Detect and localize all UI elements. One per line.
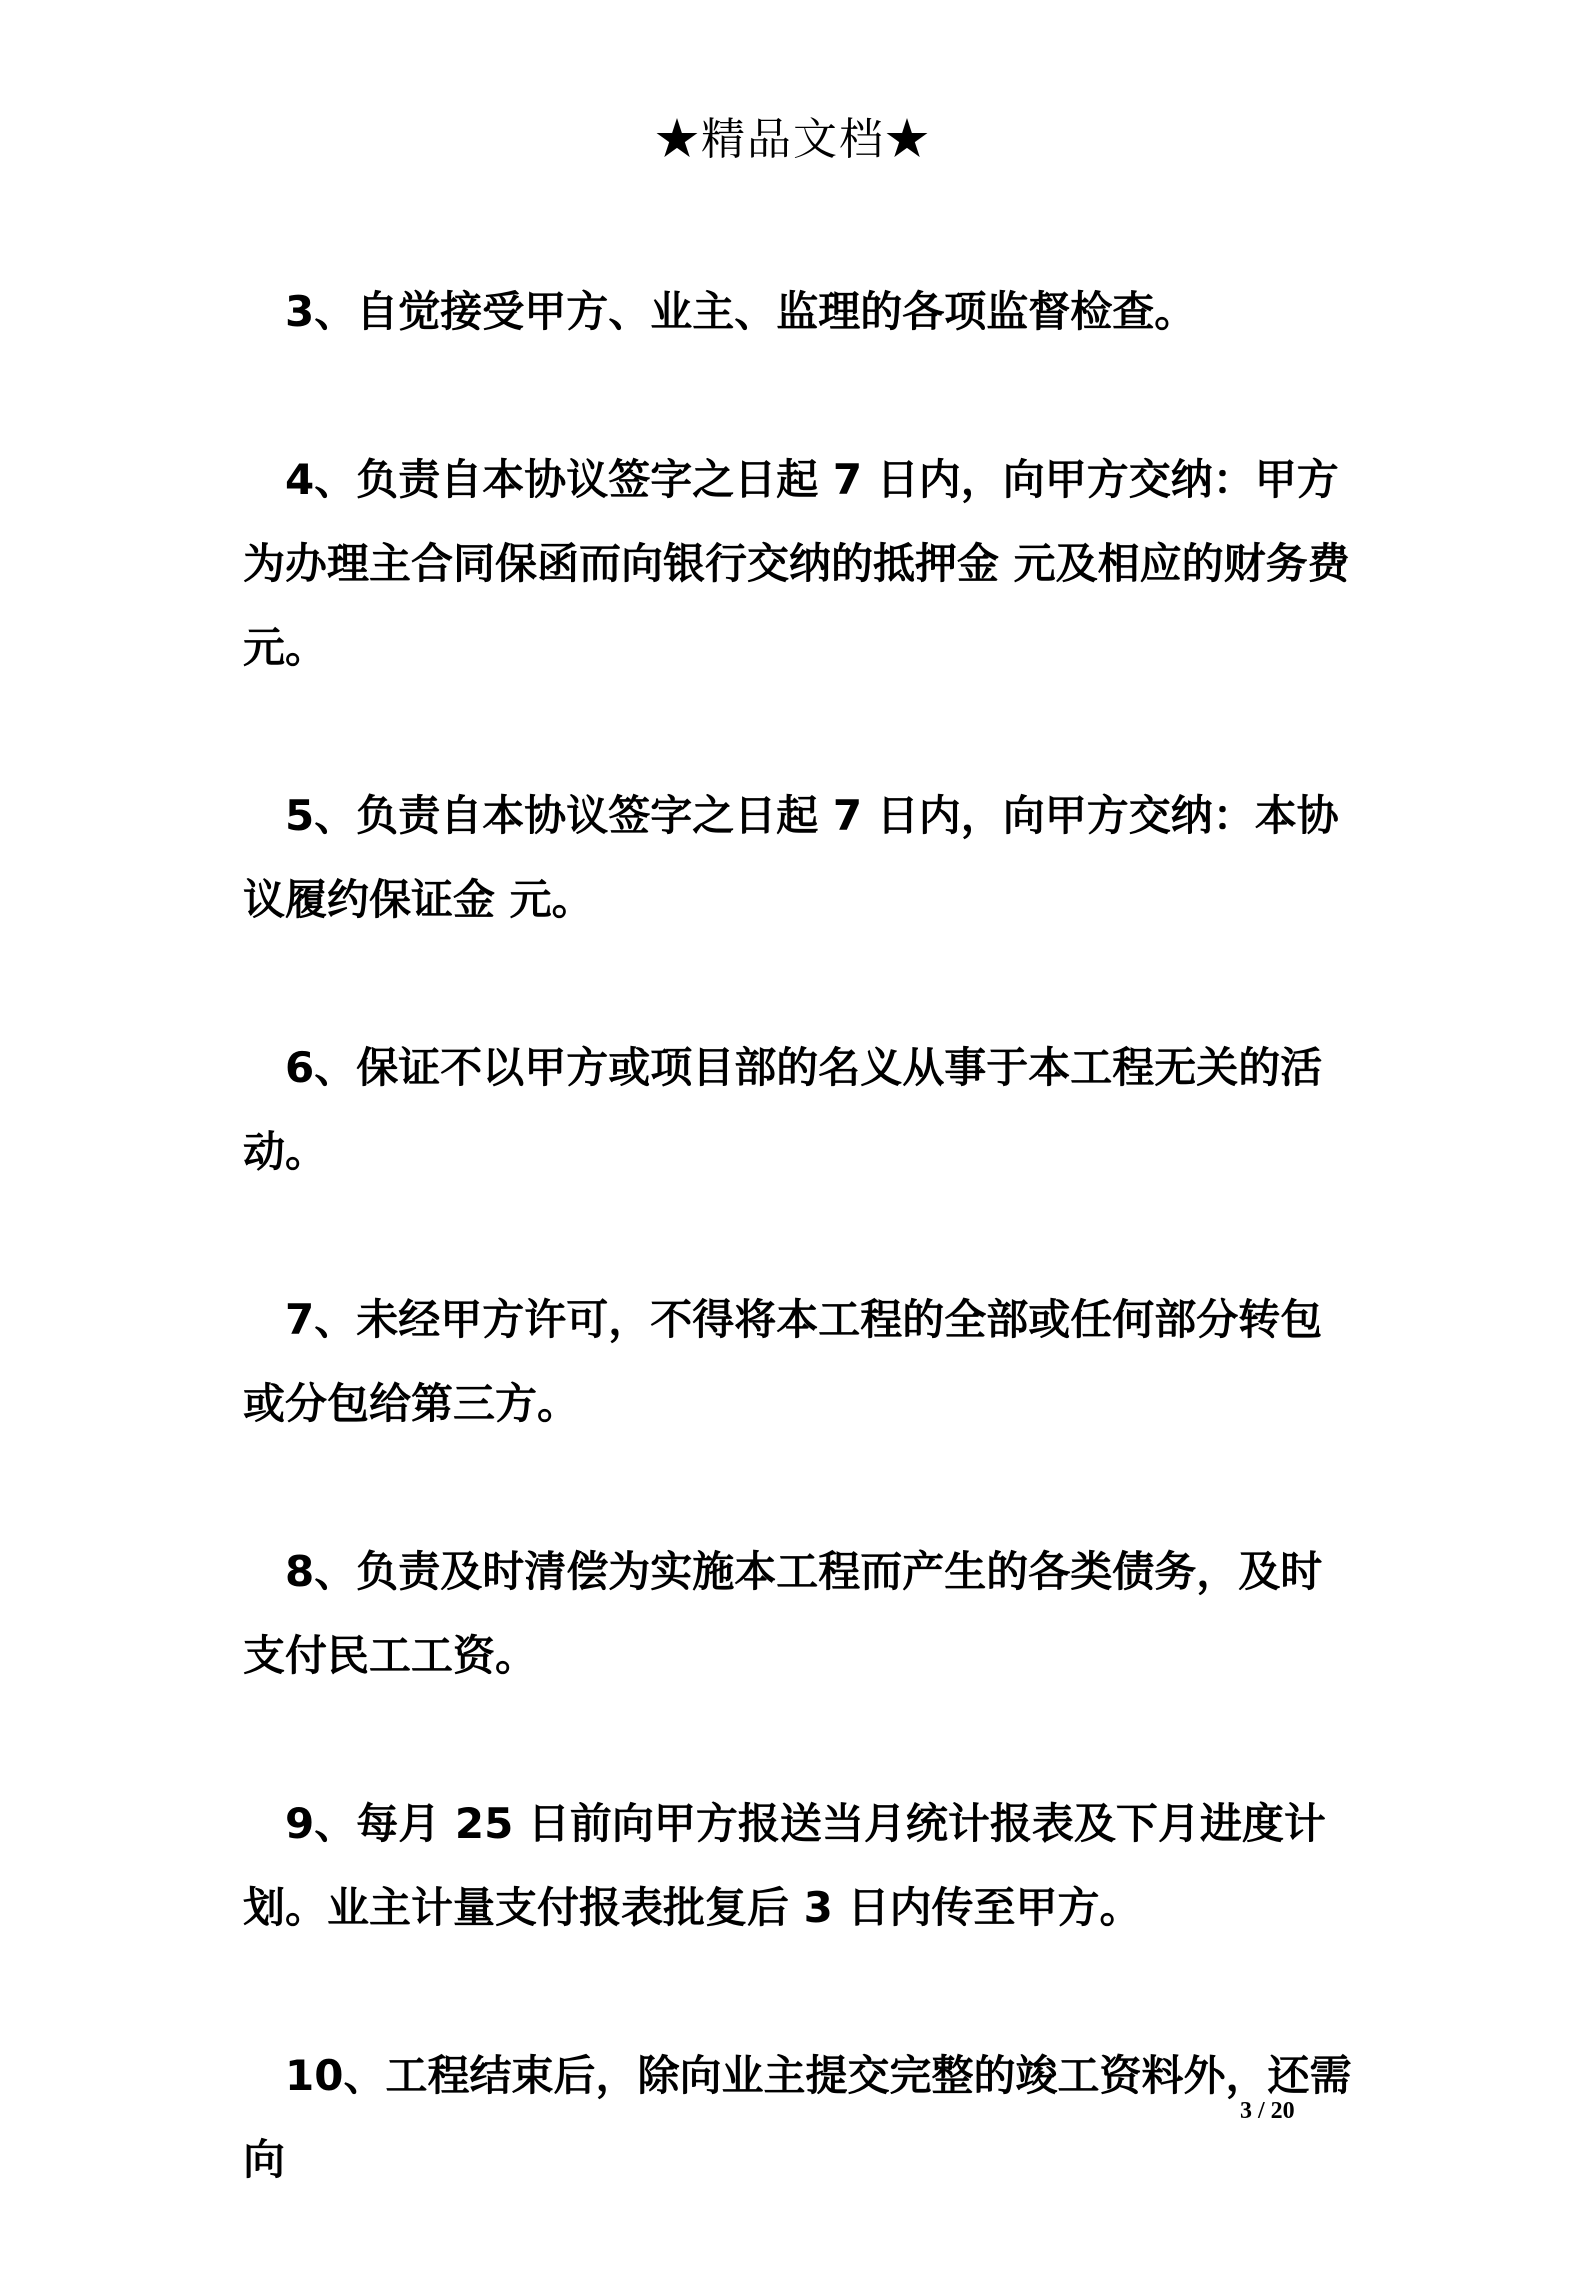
page-number: 3 / 20 [1240, 2098, 1295, 2124]
paragraph-item-7: 7、未经甲方许可，不得将本工程的全部或任何部分转包或分包给第三方。 [243, 1295, 1323, 1428]
paragraph-item-3: 3、自觉接受甲方、业主、监理的各项监督检查。 [285, 287, 1197, 336]
paragraph-item-6: 6、保证不以甲方或项目部的名义从事于本工程无关的活动。 [243, 1043, 1323, 1176]
paragraph-item-9: 9、每月 25 日前向甲方报送当月统计报表及下月进度计划。业主计量支付报表批复后 3 日内传至甲方。 [243, 1799, 1326, 1932]
paragraph-item-8: 8、负责及时清偿为实施本工程而产生的各类债务，及时支付民工工资。 [243, 1547, 1323, 1680]
document-header: ★精品文档★ [655, 114, 931, 165]
document-body [243, 270, 1358, 2286]
paragraph-item-5: 5、负责自本协议签字之日起 7 日内，向甲方交纳：本协议履约保证金 元。 [243, 791, 1339, 924]
paragraph-item-4: 4、负责自本协议签字之日起 7 日内，向甲方交纳：甲方为办理主合同保函而向银行交纳的抵押金 元及相应的财务费 元。 [243, 455, 1350, 672]
paragraph-item-10: 10、工程结束后，除向业主提交完整的竣工资料外，还需向 [243, 2051, 1352, 2184]
